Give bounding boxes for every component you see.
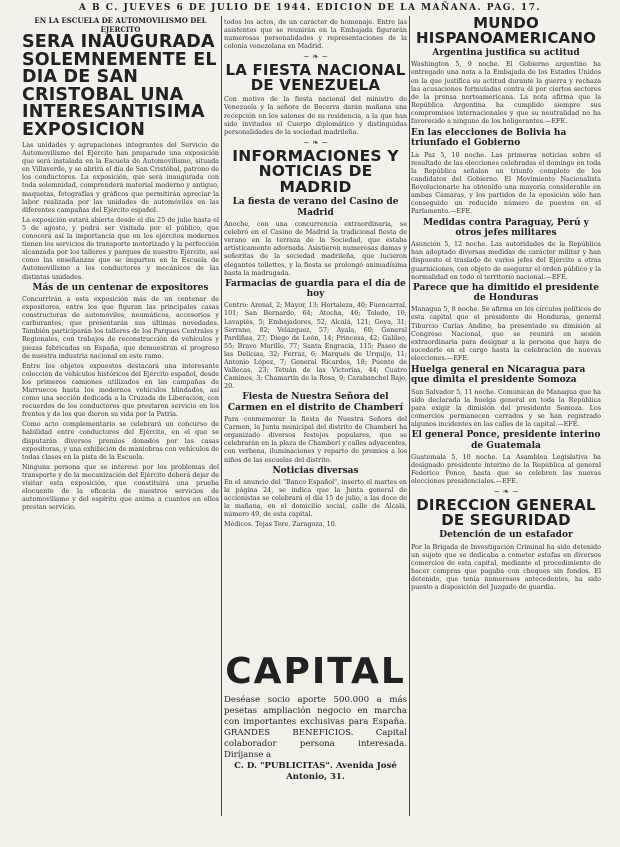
article-paragraph: Guatemala 5, 10 noche. La Asamblea Legislativa ha designado presidente interino de la República al general Federico Ponce, hasta que se celebren las nuevas elecciones presidenciales.—EFE. [411,452,601,486]
headline-madrid: INFORMACIONES Y NOTICIAS DE MADRID [232,146,399,196]
article-paragraph: Centro: Arenal, 2; Mayor, 13; Hortaleza, 40; Fuencarral, 101; San Bernardo, 64; Atocha, 46; Toledo, 16; Lavapiés, 5; Embajadores, 52; Alcalá, 121; Goya, 31; Serrano, 82; Velázquez, 57; Ayala, 60; General Pardiñas, 27; Diego de León, 14; Princesa, 42; Galileo, 55; Bravo Murillo, 77; Santa Engracia, 115; Paseo de las Delicias, 32; Ferraz, 6; Marqués de Urquijo, 11; Antonio López, 7; General Ricardos, 18; Puente de Vallecas, 23; Tetuán de las Victorias, 44; Cuatro Caminos, 3; Chamartín de la Rosa, 9; Carabanchel Bajo, 20. [224,301,407,391]
ad-text: Deséase socio aporte 500.000 a más pesetas ampliación negocio en marcha con importantes exclusivas para España. GRANDES BENEFICIOS. Capital colaborador persona interesada. Diríjanse a [224,695,407,760]
article-paragraph: Concurrirán a esta exposición más de un centenar de expositores, entre los que figuran las principales casas constructoras de automóviles, neumáticos, accesorios y carburantes, que presentarán sus últimas novedades. También participarán los talleres de los Parques Centrales y Regionales, con trabajos de reconstrucción de vehículos y piezas fabricadas en España, que demuestran el progreso de nuestra industria nacional en este ramo. [22,294,219,360]
ornament-divider: ~ ❧ ~ [302,52,329,62]
article-paragraph: La Paz 5, 10 noche. Las primeras noticias sobre el resultado de las elecciones celebradas el domingo en toda la República señalan un triunfo completo de los candidatos del Gobierno. El Movimiento Nacionalista Revolucionario ha obtenido una mayoría considerable en ambas Cámaras, y los partidos de la oposición sólo han conseguido un reducido número de puestos en el Parlamento.—EFE. [411,150,601,216]
article-paragraph: Para conmemorar la fiesta de Nuestra Señora del Carmen, la Junta municipal del distrito de Chamberí ha organizado diversos festejos populares, que se celebrarán en la plaza de Chamberí y calles adyacentes, con verbena, iluminaciones y reparto de premios a los niños de las escuelas del distrito. [224,415,407,464]
ad-title: CAPITAL [225,651,406,692]
subheading: Farmacias de guardia para el día de hoy [225,278,406,300]
subheading: El general Ponce, presidente interino de Guatemala [411,430,601,451]
article-paragraph: Ninguna persona que se interese por los problemas del transporte y de la mecanización del Ejército deberá dejar de visitar esta exposición, que constituirá una prueba elocuente de la eficacia de nuestros servicios de automovilismo y del espíritu que anima a cuantos en ellos prestan servicio. [22,462,219,512]
article-paragraph: todos los actos, de un carácter de homenaje. Entre las asistentes que se reunirán en la Embajada figurarán numerosas personalidades y representaciones de la colonia venezolana en Madrid. [224,18,407,51]
subheading: Noticias diversas [272,465,359,476]
headline-seguridad: DIRECCION GENERAL DE SEGURIDAD [416,496,596,530]
subheading: Detención de un estafador [439,530,573,541]
article-paragraph: Washington 5, 9 noche. El Gobierno argentino ha entregado una nota a la Embajada de los Estados Unidos en la que justifica su actitud durante la guerra y rechaza las acusaciones formuladas contra él por ciertos sectores de la prensa norteamericana. La nota afirma que la República Argentina ha cumplido siempre sus compromisos internacionales y que su neutralidad no ha favorecido a ninguno de los beligerantes.—EFE. [411,60,601,125]
advertisement-capital [224,648,407,818]
subheading: Más de un centenar de expositores [32,282,209,293]
headline-hispanoamericano: MUNDO HISPANOAMERICANO [415,16,597,47]
article-paragraph: Managua 5, 8 noche. Se afirma en los círculos políticos de esta capital que el presidente de Honduras, general Tiburcio Carías Andino, ha presentado su dimisión al Congreso Nacional, que se reunirá en sesión extraordinaria para designar a la persona que haya de sucederle en el cargo hasta la celebración de nuevas elecciones.—EFE. [411,305,601,362]
article-paragraph: La exposición estará abierta desde el día 25 de julio hasta el 5 de agosto, y podrá ser visitada por el público, que conocerá así la importancia que en los ejércitos modernos tienen los servicios de transporte motorizado y la perfección alcanzada por los talleres y parques de nuestro Ejército, así como las enseñanzas que se imparten en la Escuela de Automovilismo a los conductores y mecánicos de las distintas unidades. [22,215,219,281]
subheading: Medidas contra Paraguay, Perú y otros jefes militares [423,217,589,238]
kicker: EN LA ESCUELA DE AUTOMOVILISMO DEL EJERCITO [34,16,207,34]
subheading: La fiesta de verano del Casino de Madrid [232,197,399,218]
column-left [22,16,219,822]
ad-contact: C. D. "PUBLICITAS". Avenida José Antonio, 31. [234,761,397,782]
subheading: Argentina justifica su actitud [432,48,580,58]
article-paragraph: San Salvador 5, 11 noche. Comunican de Managua que ha sido declarada la huelga general en toda la República para exigir la dimisión del presidente Somoza. Los comercios permanecen cerrados y se han registrado algunos incidentes en las calles de la capital.—EFE. [411,387,601,429]
headline-exposicion: SERA INAUGURADA SOLEMNEMENTE EL DIA DE SAN CRISTOBAL UNA INTERESANTISIMA EXPOSICION [22,32,217,140]
page-header: A B C. JUEVES 6 DE JULIO DE 1944. EDICION DE LA MAÑANA. PAG. 17. [78,3,542,13]
article-paragraph: Médicos. Tejas Tere. Zaragoza, 10. [224,520,337,529]
article-paragraph: Las unidades y agrupaciones integrantes del Servicio de Automovilismo del Ejército han preparado una exposición que será instalada en la Escuela de Automovilismo, situada en Villaverde, y se abrirá el día de San Cristóbal, patrono de los conductores. La exposición, que será inaugurada con toda solemnidad, comprenderá material moderno y antiguo, maquetas, fotografías y gráficos que permitirán apreciar la labor realizada por las unidades de automóviles en las diferentes campañas del Ejército español. [22,141,219,214]
article-paragraph: Asunción 5, 12 noche. Las autoridades de la República han adoptado diversas medidas de carácter militar y han dispuesto el traslado de varios jefes del Ejército a otras guarniciones, con objeto de asegurar el orden público y la normalidad en todo el territorio nacional.—EFE. [411,240,601,281]
subheading: Huelga general en Nicaragua para que dimita el presidente Somoza [411,365,586,386]
article-paragraph: Anoche, con una concurrencia extraordinaria, se celebró en el Casino de Madrid la tradicional fiesta de verano en la terraza de la Sociedad, que estaba artísticamente adornada. Asistieron numerosas damas y señoritas de la sociedad madrileña, que lucieron elegantes toilettes, y la fiesta se prolongó animadísima hasta la madrugada. [224,220,407,277]
subheading: En las elecciones de Bolivia ha triunfado el Gobierno [411,128,567,149]
column-rule [221,16,222,816]
ornament-divider: ~ ❧ ~ [493,487,519,497]
subheading: Fiesta de Nuestra Señora del Carmen en el distrito de Chamberí [227,392,404,413]
column-rule [409,16,410,816]
article-paragraph: Como acto complementario se celebrará un concurso de habilidad entre conductores del Ejército, en el que se disputarán diversos premios donados por las casas expositoras, y una exhibición de maniobras con vehículos de todas clases en la pista de la Escuela. [22,420,219,461]
article-paragraph: Entre los objetos expuestos destacará una interesante colección de vehículos históricos del Ejército español, desde los primeros camiones utilizados en las campañas de Marruecos hasta los modernos vehículos blindados, así como una sección dedicada a la Cruzada de Liberación, con recuerdos de los conductores que prestaron servicio en los frentes y de los que dieron su vida por la Patria. [22,361,219,419]
headline-venezuela: LA FIESTA NACIONAL DE VENEZUELA [225,61,406,95]
column-right [411,16,601,822]
article-paragraph: En el anuncio del "Banco Español", inserto el martes en la página 24, se indica que la Junta general de accionistas se celebrará el día 15 de julio, a las doce de la mañana, en el domicilio social, calle de Alcalá, número 49, de esta capital. [224,478,407,519]
subheading: Parece que ha dimitido el presidente de Honduras [413,282,599,304]
article-paragraph: Con motivo de la fiesta nacional del ministro de Venezuela y la señora de Becerra darán mañana una recepción en los salones de su residencia, a la que han sido invitados el Cuerpo diplomático y distinguidas personalidades de la sociedad madrileña. [224,95,407,136]
article-paragraph: Por la Brigada de Investigación Criminal ha sido detenido un sujeto que se dedicaba a cometer estafas en diversos comercios de esta capital, mediante el procedimiento de hacer compras que pagaba con cheques sin fondos. El detenido, que tenía numerosos antecedentes, ha sido puesto a disposición del Juzgado de guardia. [411,542,601,592]
ornament-divider: ~ ❧ ~ [302,137,329,147]
